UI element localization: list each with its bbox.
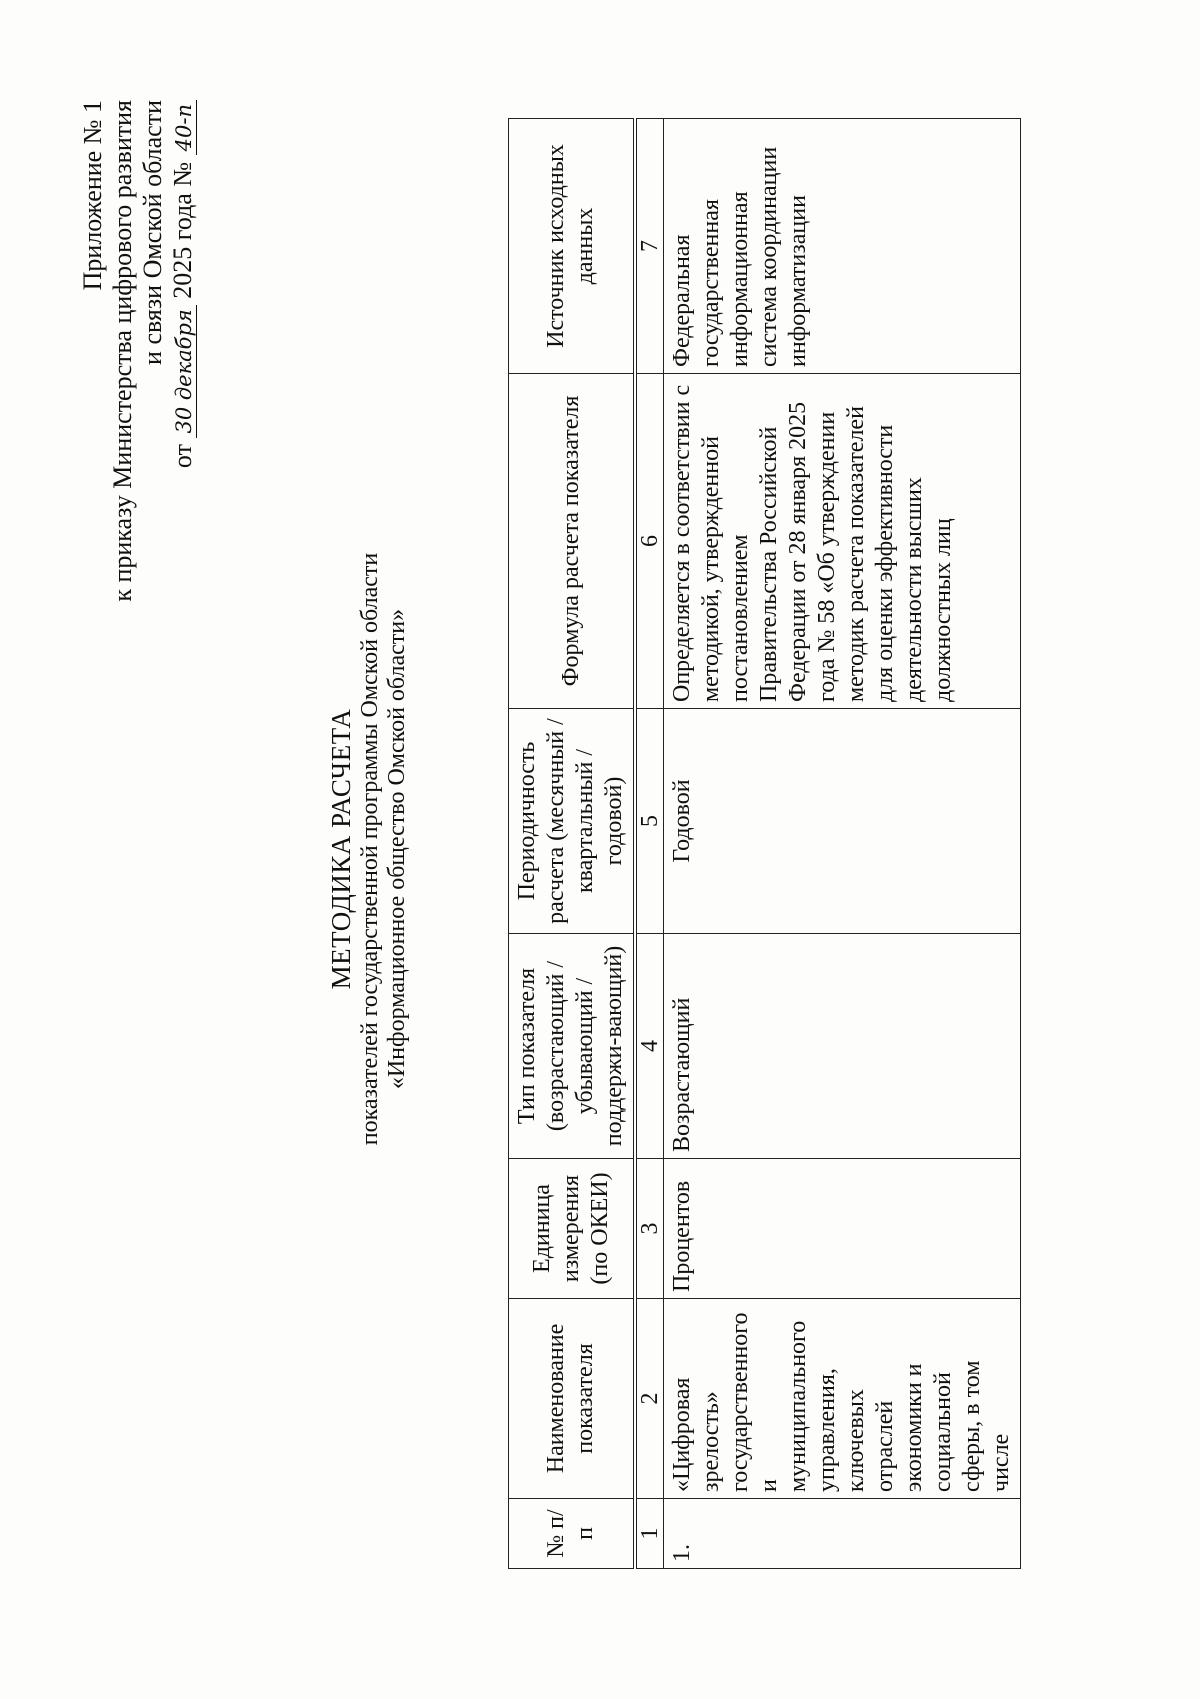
appendix-date-line <box>168 100 199 800</box>
column-number: 6 <box>635 374 664 709</box>
column-number-row <box>635 119 664 1569</box>
appendix-order-line: к приказу Министерства цифрового развития <box>108 100 137 602</box>
table-row <box>664 119 1021 1569</box>
indicators-table <box>508 118 1021 1569</box>
document-title-block <box>326 299 411 1399</box>
date-year: 2025 года № <box>168 161 197 299</box>
cell-name: «Цифровая зрелость» государственного и муниципального управления, ключевых отраслей экономики и социальной сферы, в том числе <box>664 1299 1021 1499</box>
header-name: Наименование показателя <box>509 1299 636 1499</box>
handwritten-order-number: 40-п <box>172 100 197 155</box>
document-subtitle-2: «Информационное общество Омской области» <box>384 608 410 1090</box>
cell-num: 1. <box>664 1499 1021 1569</box>
cell-source: Федеральная государственная информационная система координации информатизации <box>664 119 1021 374</box>
date-prefix: от <box>168 444 197 469</box>
appendix-title: Приложение № 1 <box>78 100 107 291</box>
document-title: МЕТОДИКА РАСЧЕТА <box>326 708 356 990</box>
column-number: 1 <box>635 1499 664 1569</box>
column-number: 2 <box>635 1299 664 1499</box>
appendix-ministry-line: и связи Омской области <box>138 100 167 365</box>
header-row <box>509 119 636 1569</box>
cell-unit: Процентов <box>664 1159 1021 1299</box>
cell-formula: Определяется в соответствии с методикой, утвержденной постановлением Правительства Российской Федерации от 28 января 2025 года № 58 «Об утверждении методик расчета показателей для оценки эффективности деятельности высших должностных лиц <box>664 374 1021 709</box>
header-source: Источник исходных данных <box>509 119 636 374</box>
header-unit: Единица измерения (по ОКЕИ) <box>509 1159 636 1299</box>
appendix-block <box>78 100 199 800</box>
header-period: Периодичность расчета (месячный / квартальный / годовой) <box>509 709 636 934</box>
document-subtitle-1: показателей государственной программы Омской области <box>357 552 383 1146</box>
cell-type: Возрастающий <box>664 934 1021 1159</box>
column-number: 4 <box>635 934 664 1159</box>
header-formula: Формула расчета показателя <box>509 374 636 709</box>
header-type: Тип показателя (возрастающий / убывающий / поддержи-вающий) <box>509 934 636 1159</box>
header-num: № п/п <box>509 1499 636 1569</box>
handwritten-date: 30 декабря <box>172 305 197 437</box>
column-number: 5 <box>635 709 664 934</box>
cell-period: Годовой <box>664 709 1021 934</box>
column-number: 7 <box>635 119 664 374</box>
column-number: 3 <box>635 1159 664 1299</box>
